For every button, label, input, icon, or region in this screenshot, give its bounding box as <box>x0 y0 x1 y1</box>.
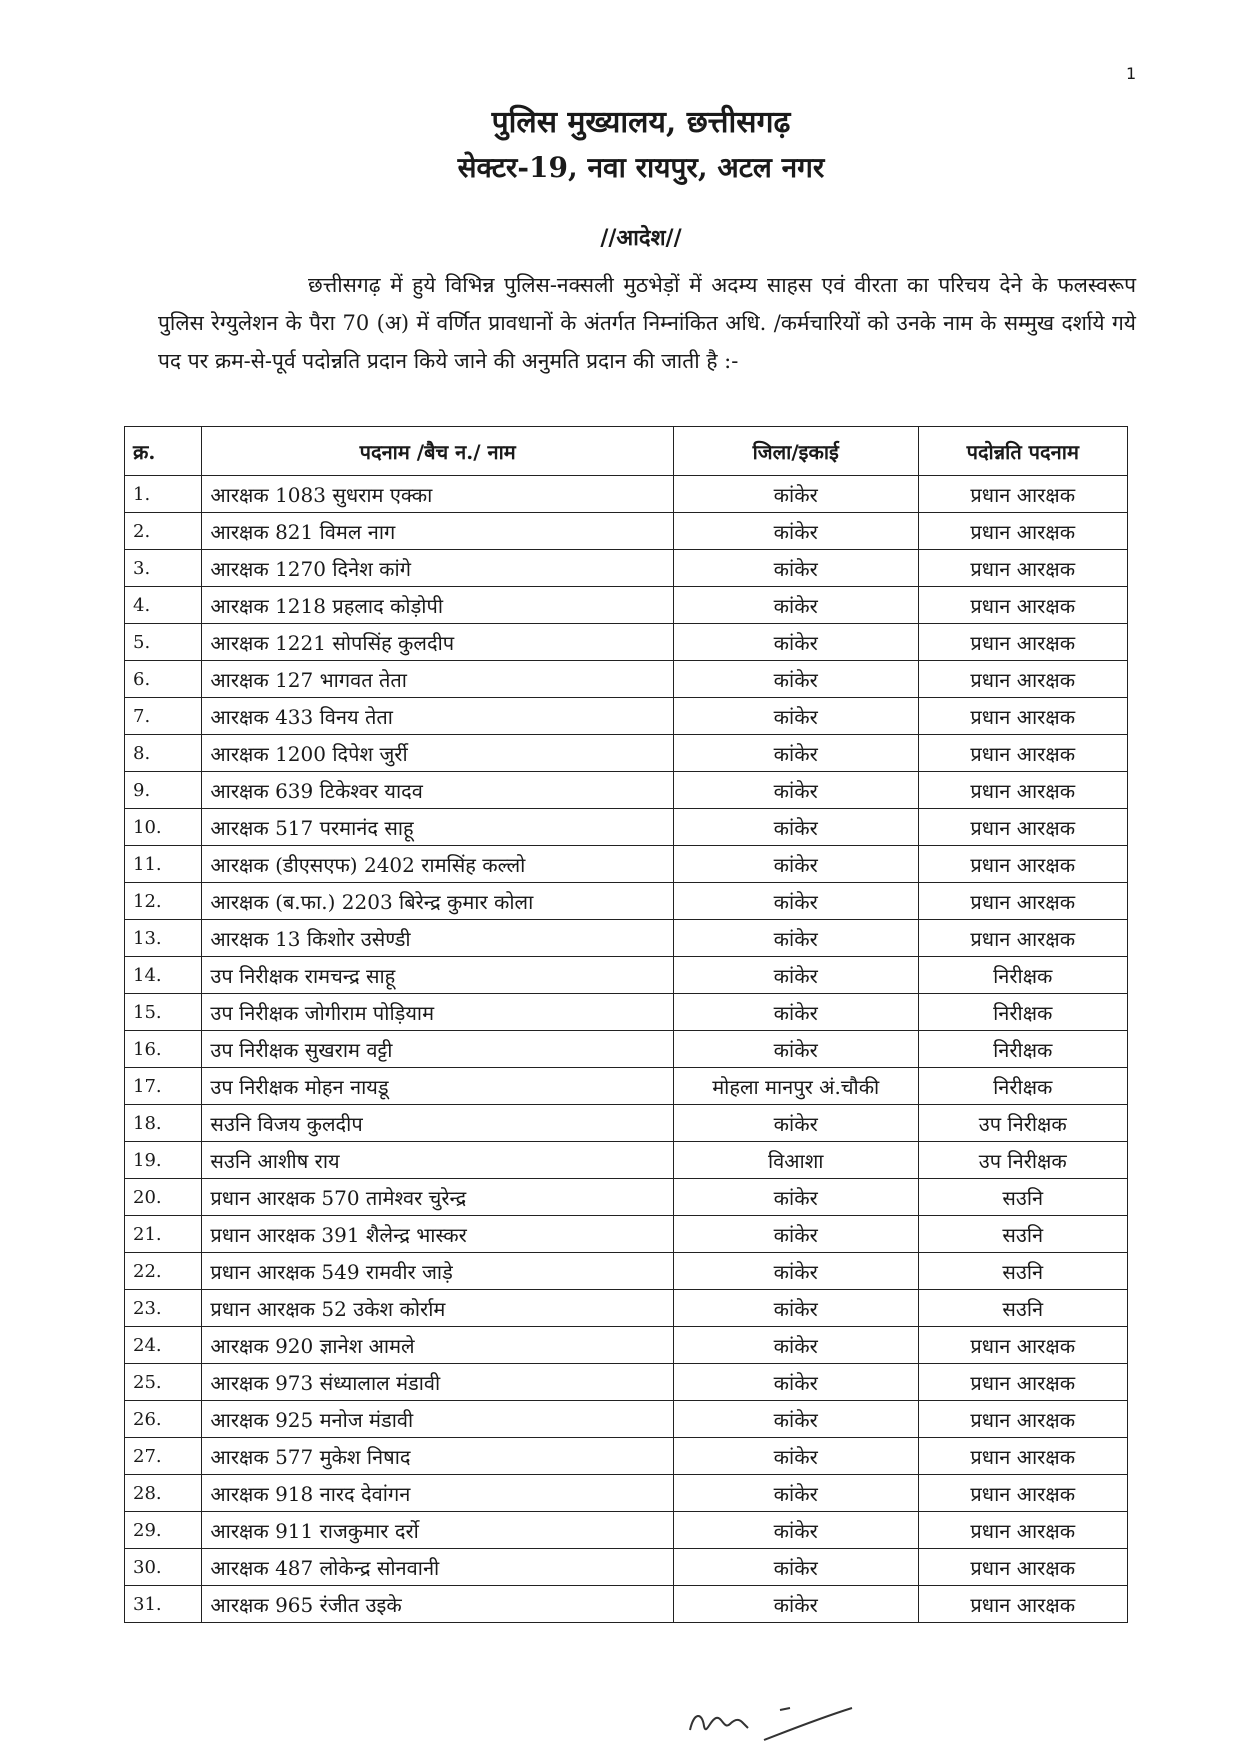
cell-name: आरक्षक (डीएसएफ) 2402 रामसिंह कल्लो <box>202 846 674 883</box>
cell-district: कांकेर <box>673 920 918 957</box>
cell-promoted-rank: प्रधान आरक्षक <box>918 698 1128 735</box>
cell-serial: 28. <box>125 1475 202 1512</box>
table-row <box>125 1068 1128 1105</box>
cell-name: आरक्षक 920 ज्ञानेश आमले <box>202 1327 674 1364</box>
cell-serial: 21. <box>125 1216 202 1253</box>
cell-serial: 17. <box>125 1068 202 1105</box>
cell-promoted-rank: निरीक्षक <box>918 957 1128 994</box>
cell-promoted-rank: प्रधान आरक्षक <box>918 846 1128 883</box>
table-row <box>125 1031 1128 1068</box>
cell-promoted-rank: प्रधान आरक्षक <box>918 624 1128 661</box>
cell-promoted-rank: प्रधान आरक्षक <box>918 735 1128 772</box>
cell-serial: 9. <box>125 772 202 809</box>
cell-promoted-rank: सउनि <box>918 1216 1128 1253</box>
cell-serial: 19. <box>125 1142 202 1179</box>
table-row <box>125 1364 1128 1401</box>
order-heading: //आदेश// <box>600 225 682 251</box>
cell-district: मोहला मानपुर अं.चौकी <box>673 1068 918 1105</box>
cell-name: प्रधान आरक्षक 52 उकेश कोर्राम <box>202 1290 674 1327</box>
cell-district: कांकेर <box>673 1216 918 1253</box>
cell-serial: 23. <box>125 1290 202 1327</box>
cell-promoted-rank: प्रधान आरक्षक <box>918 476 1128 513</box>
cell-district: कांकेर <box>673 661 918 698</box>
cell-name: आरक्षक 639 टिकेश्वर यादव <box>202 772 674 809</box>
cell-district: कांकेर <box>673 1105 918 1142</box>
cell-district: कांकेर <box>673 1364 918 1401</box>
cell-serial: 4. <box>125 587 202 624</box>
cell-district: कांकेर <box>673 624 918 661</box>
table-row <box>125 1549 1128 1586</box>
cell-district: कांकेर <box>673 513 918 550</box>
table-row <box>125 550 1128 587</box>
cell-name: आरक्षक 1218 प्रहलाद कोड़ोपी <box>202 587 674 624</box>
cell-name: प्रधान आरक्षक 549 रामवीर जाड़े <box>202 1253 674 1290</box>
cell-district: कांकेर <box>673 1549 918 1586</box>
cell-name: आरक्षक (ब.फा.) 2203 बिरेन्द्र कुमार कोला <box>202 883 674 920</box>
cell-name: उप निरीक्षक जोगीराम पोड़ियाम <box>202 994 674 1031</box>
cell-district: कांकेर <box>673 772 918 809</box>
cell-name: आरक्षक 965 रंजीत उइके <box>202 1586 674 1623</box>
table-row <box>125 994 1128 1031</box>
table-row <box>125 513 1128 550</box>
table-row <box>125 1216 1128 1253</box>
cell-promoted-rank: प्रधान आरक्षक <box>918 809 1128 846</box>
cell-district: कांकेर <box>673 587 918 624</box>
cell-serial: 24. <box>125 1327 202 1364</box>
table-row <box>125 1475 1128 1512</box>
cell-serial: 14. <box>125 957 202 994</box>
cell-name: उप निरीक्षक मोहन नायडू <box>202 1068 674 1105</box>
cell-promoted-rank: प्रधान आरक्षक <box>918 772 1128 809</box>
table-row <box>125 1179 1128 1216</box>
cell-serial: 16. <box>125 1031 202 1068</box>
table-row <box>125 1586 1128 1623</box>
cell-district: कांकेर <box>673 994 918 1031</box>
intro-paragraph: छत्तीसगढ़ में हुये विभिन्न पुलिस-नक्सली मुठभेड़ों में अदम्य साहस एवं वीरता का परिचय देने के फलस्वरूप पुलिस रेग्युलेशन के पैरा 70 (अ) में वर्णित प्रावधानों के अंतर्गत निम्नांकित अधि. /कर्मचारियों को उनके नाम के सम्मुख दर्शाये गये पद पर क्रम-से-पूर्व पदोन्नति प्रदान किये जाने की अनुमति प्रदान की जाती है :- <box>158 273 1136 373</box>
table-row <box>125 1253 1128 1290</box>
cell-serial: 13. <box>125 920 202 957</box>
cell-district: कांकेर <box>673 1327 918 1364</box>
table-row <box>125 809 1128 846</box>
cell-name: आरक्षक 577 मुकेश निषाद <box>202 1438 674 1475</box>
cell-promoted-rank: प्रधान आरक्षक <box>918 1586 1128 1623</box>
header-promoted-rank: पदोन्नति पदनाम <box>918 427 1128 476</box>
table-row <box>125 957 1128 994</box>
title-line-1: पुलिस मुख्यालय, छत्तीसगढ़ <box>491 105 791 140</box>
cell-district: कांकेर <box>673 1290 918 1327</box>
header-name: पदनाम /बैच न./ नाम <box>202 427 674 476</box>
cell-promoted-rank: प्रधान आरक्षक <box>918 920 1128 957</box>
table-row <box>125 587 1128 624</box>
table-row <box>125 920 1128 957</box>
cell-district: कांकेर <box>673 809 918 846</box>
page-number: 1 <box>1126 64 1137 83</box>
cell-name: आरक्षक 433 विनय तेता <box>202 698 674 735</box>
cell-promoted-rank: प्रधान आरक्षक <box>918 587 1128 624</box>
cell-district: कांकेर <box>673 1401 918 1438</box>
cell-serial: 1. <box>125 476 202 513</box>
header-serial: क्र. <box>125 427 202 476</box>
cell-name: आरक्षक 13 किशोर उसेण्डी <box>202 920 674 957</box>
cell-serial: 20. <box>125 1179 202 1216</box>
cell-serial: 12. <box>125 883 202 920</box>
cell-district: कांकेर <box>673 476 918 513</box>
cell-promoted-rank: सउनि <box>918 1290 1128 1327</box>
cell-name: आरक्षक 925 मनोज मंडावी <box>202 1401 674 1438</box>
cell-name: उप निरीक्षक सुखराम वट्टी <box>202 1031 674 1068</box>
cell-serial: 5. <box>125 624 202 661</box>
cell-district: कांकेर <box>673 883 918 920</box>
cell-promoted-rank: निरीक्षक <box>918 994 1128 1031</box>
cell-serial: 3. <box>125 550 202 587</box>
cell-promoted-rank: निरीक्षक <box>918 1068 1128 1105</box>
cell-name: आरक्षक 973 संध्यालाल मंडावी <box>202 1364 674 1401</box>
cell-serial: 25. <box>125 1364 202 1401</box>
table-row <box>125 624 1128 661</box>
cell-serial: 22. <box>125 1253 202 1290</box>
cell-name: आरक्षक 1083 सुधराम एक्का <box>202 476 674 513</box>
cell-serial: 30. <box>125 1549 202 1586</box>
document-header <box>0 100 1242 190</box>
cell-name: आरक्षक 1270 दिनेश कांगे <box>202 550 674 587</box>
table-body <box>125 476 1128 1623</box>
cell-name: आरक्षक 821 विमल नाग <box>202 513 674 550</box>
cell-name: प्रधान आरक्षक 391 शैलेन्द्र भास्कर <box>202 1216 674 1253</box>
signature-mark <box>680 1700 860 1744</box>
cell-district: कांकेर <box>673 957 918 994</box>
cell-promoted-rank: प्रधान आरक्षक <box>918 661 1128 698</box>
cell-promoted-rank: प्रधान आरक्षक <box>918 550 1128 587</box>
cell-district: कांकेर <box>673 1586 918 1623</box>
table-row <box>125 772 1128 809</box>
table-row <box>125 1438 1128 1475</box>
cell-serial: 10. <box>125 809 202 846</box>
cell-promoted-rank: प्रधान आरक्षक <box>918 1327 1128 1364</box>
table-row <box>125 698 1128 735</box>
cell-district: कांकेर <box>673 1512 918 1549</box>
cell-name: आरक्षक 918 नारद देवांगन <box>202 1475 674 1512</box>
cell-district: विआशा <box>673 1142 918 1179</box>
cell-name: आरक्षक 487 लोकेन्द्र सोनवानी <box>202 1549 674 1586</box>
cell-district: कांकेर <box>673 1475 918 1512</box>
cell-serial: 26. <box>125 1401 202 1438</box>
table-row <box>125 1512 1128 1549</box>
table-row <box>125 661 1128 698</box>
cell-name: आरक्षक 1200 दिपेश जुर्री <box>202 735 674 772</box>
table-row <box>125 1327 1128 1364</box>
table-row <box>125 476 1128 513</box>
table-row <box>125 1401 1128 1438</box>
table-row <box>125 735 1128 772</box>
cell-serial: 6. <box>125 661 202 698</box>
cell-serial: 15. <box>125 994 202 1031</box>
cell-promoted-rank: उप निरीक्षक <box>918 1142 1128 1179</box>
cell-serial: 27. <box>125 1438 202 1475</box>
cell-district: कांकेर <box>673 1438 918 1475</box>
cell-promoted-rank: प्रधान आरक्षक <box>918 1475 1128 1512</box>
promotion-table <box>124 426 1128 1623</box>
cell-district: कांकेर <box>673 1031 918 1068</box>
cell-name: आरक्षक 911 राजकुमार दर्रो <box>202 1512 674 1549</box>
cell-serial: 29. <box>125 1512 202 1549</box>
cell-district: कांकेर <box>673 846 918 883</box>
cell-name: प्रधान आरक्षक 570 तामेश्वर चुरेन्द्र <box>202 1179 674 1216</box>
cell-serial: 2. <box>125 513 202 550</box>
cell-name: आरक्षक 127 भागवत तेता <box>202 661 674 698</box>
cell-name: आरक्षक 517 परमानंद साहू <box>202 809 674 846</box>
cell-serial: 11. <box>125 846 202 883</box>
cell-promoted-rank: सउनि <box>918 1253 1128 1290</box>
cell-promoted-rank: प्रधान आरक्षक <box>918 1401 1128 1438</box>
cell-district: कांकेर <box>673 698 918 735</box>
cell-district: कांकेर <box>673 550 918 587</box>
cell-promoted-rank: सउनि <box>918 1179 1128 1216</box>
table-row <box>125 1105 1128 1142</box>
cell-serial: 31. <box>125 1586 202 1623</box>
header-district: जिला/इकाई <box>673 427 918 476</box>
cell-serial: 7. <box>125 698 202 735</box>
table-row <box>125 883 1128 920</box>
cell-district: कांकेर <box>673 1253 918 1290</box>
cell-district: कांकेर <box>673 735 918 772</box>
cell-promoted-rank: उप निरीक्षक <box>918 1105 1128 1142</box>
table-row <box>125 1290 1128 1327</box>
title-line-2: सेक्टर-19, नवा रायपुर, अटल नगर <box>457 151 825 184</box>
cell-name: उप निरीक्षक रामचन्द्र साहू <box>202 957 674 994</box>
cell-promoted-rank: प्रधान आरक्षक <box>918 1512 1128 1549</box>
cell-promoted-rank: प्रधान आरक्षक <box>918 1438 1128 1475</box>
table-row <box>125 846 1128 883</box>
cell-name: आरक्षक 1221 सोपसिंह कुलदीप <box>202 624 674 661</box>
cell-promoted-rank: प्रधान आरक्षक <box>918 883 1128 920</box>
cell-name: सउनि आशीष राय <box>202 1142 674 1179</box>
cell-promoted-rank: प्रधान आरक्षक <box>918 1364 1128 1401</box>
cell-name: सउनि विजय कुलदीप <box>202 1105 674 1142</box>
cell-serial: 18. <box>125 1105 202 1142</box>
cell-serial: 8. <box>125 735 202 772</box>
cell-promoted-rank: प्रधान आरक्षक <box>918 513 1128 550</box>
cell-promoted-rank: प्रधान आरक्षक <box>918 1549 1128 1586</box>
cell-district: कांकेर <box>673 1179 918 1216</box>
table-header-row <box>125 427 1128 476</box>
table-row <box>125 1142 1128 1179</box>
cell-promoted-rank: निरीक्षक <box>918 1031 1128 1068</box>
